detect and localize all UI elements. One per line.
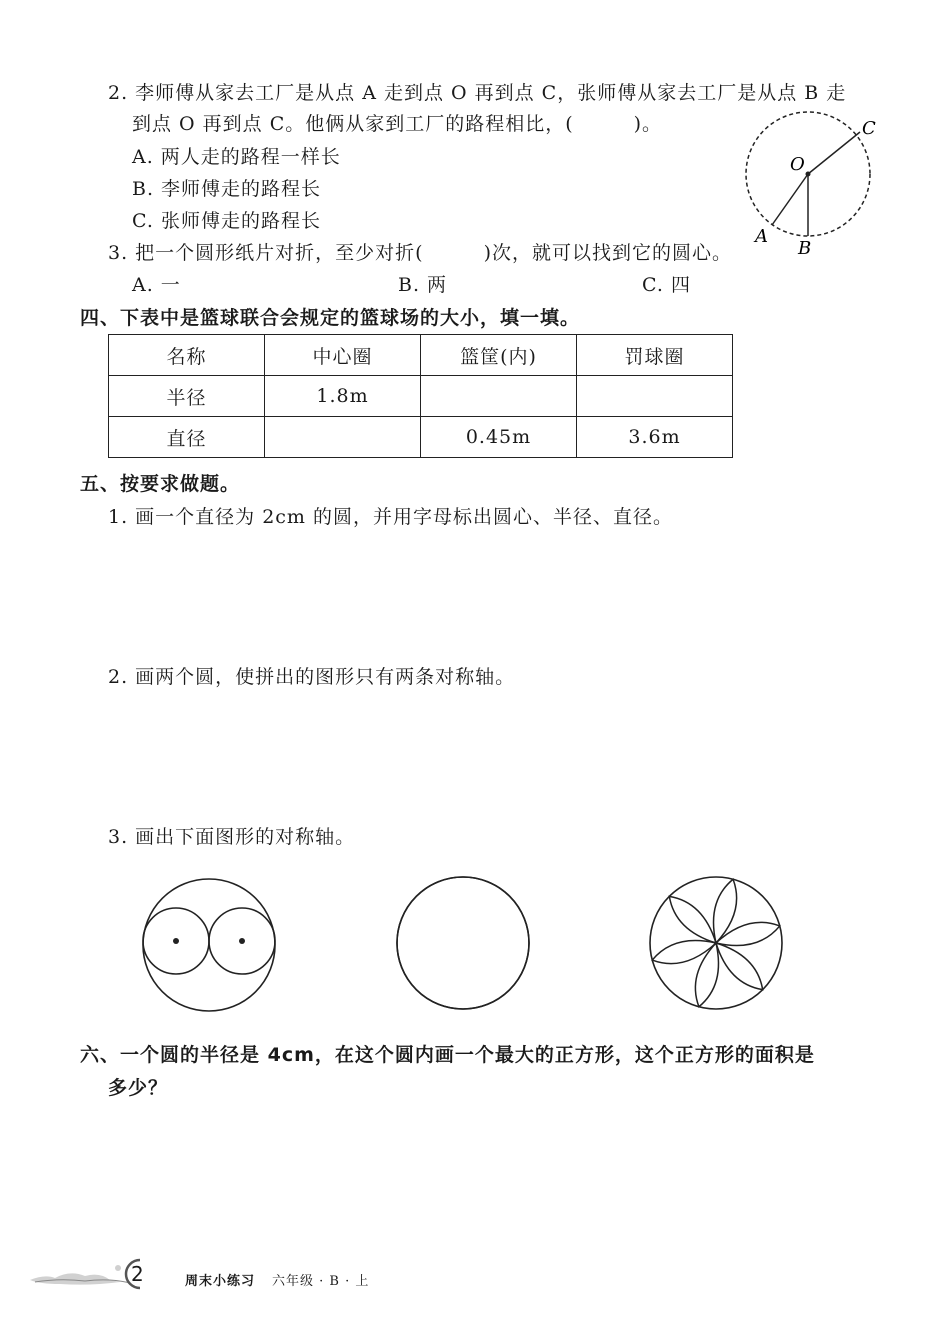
table-header-cell: 名称 [109,335,265,376]
table-cell: 1.8m [265,376,421,417]
footer-book-title: 周末小练习 [185,1274,256,1289]
q2-stem-line1: 2. 李师傅从家去工厂是从点 A 走到点 O 再到点 C，张师傅从家去工厂是从点 B 走 [108,82,847,104]
figure-concave-square [395,875,531,1011]
table-row [109,417,733,458]
section5-q1: 1. 画一个直径为 2cm 的圆，并用字母标出圆心、半径、直径。 [108,506,673,528]
section5-q3: 3. 画出下面图形的对称轴。 [108,826,356,848]
q2-option-b: B. 李师傅走的路程长 [132,178,322,200]
table-header-cell: 中心圈 [265,335,421,376]
label-b: B [798,238,812,259]
table-cell: 0.45m [421,417,577,458]
table-cell-blank[interactable] [577,376,733,417]
q2-option-c: C. 张师傅走的路程长 [132,210,321,232]
section5-heading: 五、按要求做题。 [80,473,241,495]
table-cell-blank[interactable] [421,376,577,417]
q3-option-c: C. 四 [642,274,691,296]
section6-line1: 六、一个圆的半径是 4cm，在这个圆内画一个最大的正方形，这个正方形的面积是 [80,1044,815,1066]
table-header-cell: 篮筐(内) [421,335,577,376]
section5-q2: 2. 画两个圆，使拼出的图形只有两条对称轴。 [108,666,516,688]
q3-option-b: B. 两 [398,274,448,296]
table-header-row [109,335,733,376]
table-cell: 3.6m [577,417,733,458]
section4-heading: 四、下表中是篮球联合会规定的篮球场的大小，填一填。 [80,307,581,329]
figure-petal-flower [648,875,784,1011]
circle-path-figure [740,110,880,260]
basketball-court-table [108,334,733,458]
page-number: 2 [131,1262,144,1286]
table-header-cell: 罚球圈 [577,335,733,376]
label-o: O [790,154,805,175]
q2-stem-line2: 到点 O 再到点 C。他俩从家到工厂的路程相比，( )。 [132,113,663,135]
footer-grade: 六年级 · B · 上 [272,1274,370,1289]
section6-line2: 多少？ [108,1077,169,1099]
table-cell-blank[interactable] [265,417,421,458]
q2-option-a: A. 两人走的路程一样长 [132,146,341,168]
q3-stem: 3. 把一个圆形纸片对折，至少对折( )次，就可以找到它的圆心。 [108,242,732,264]
q3-option-a: A. 一 [132,274,181,296]
segment-oc [808,132,860,174]
figure-two-circles [141,877,277,1013]
label-c: C [862,118,876,139]
table-cell: 半径 [109,376,265,417]
table-row [109,376,733,417]
center-point [806,172,811,177]
table-cell: 直径 [109,417,265,458]
segment-oa [772,174,808,225]
label-a: A [755,226,768,247]
